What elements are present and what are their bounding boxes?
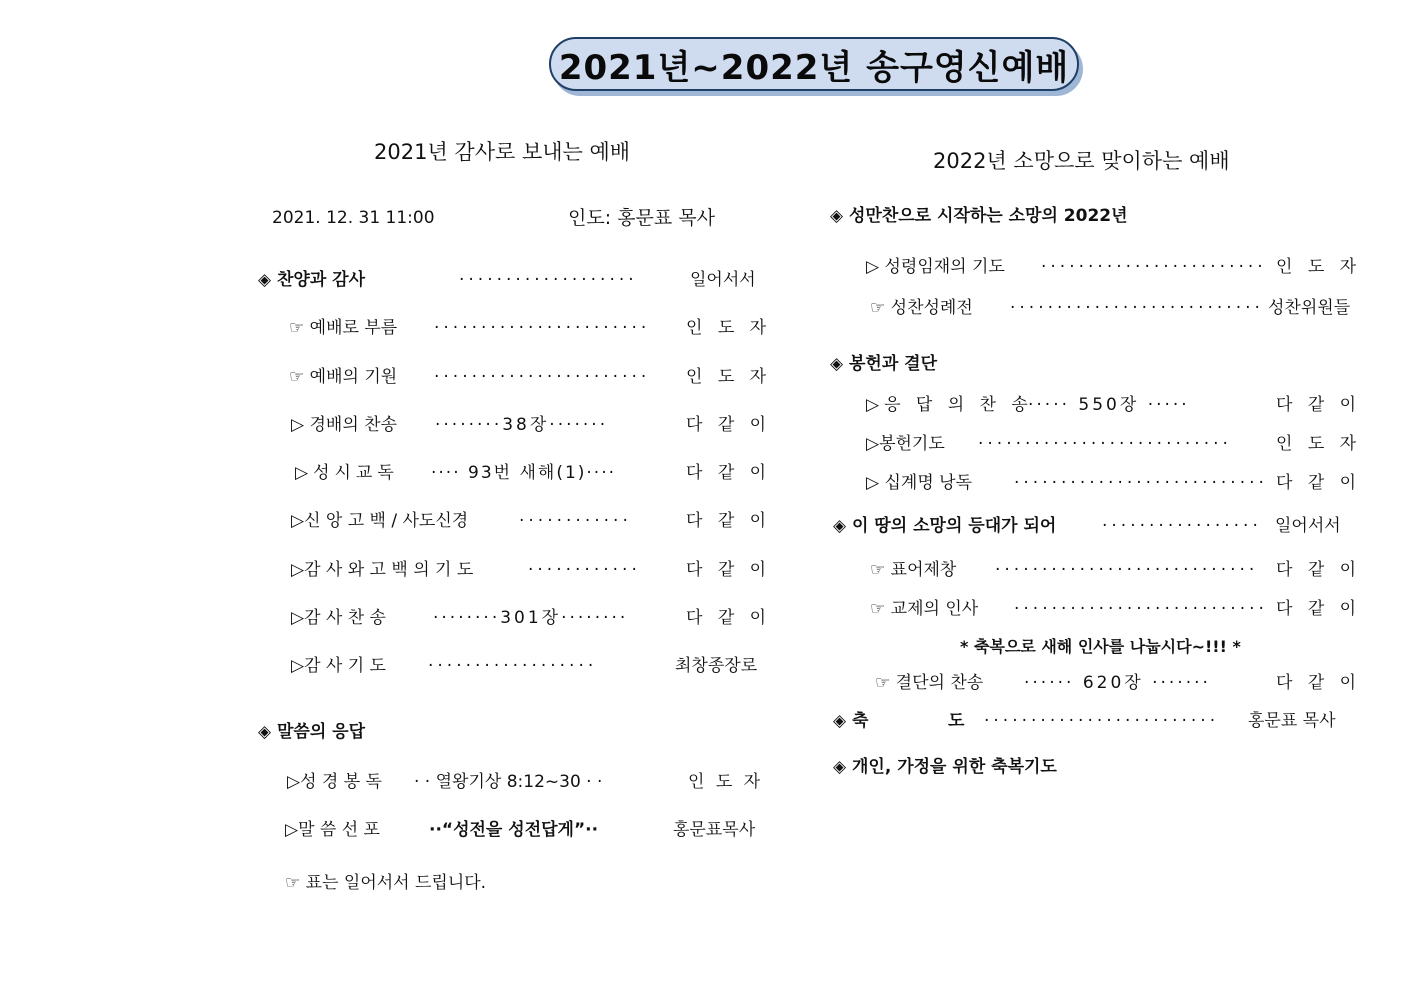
right-heading: 2022년 소망으로 맞이하는 예배 <box>933 149 1230 173</box>
order-item: ☞ 성찬성례전 <box>870 298 973 318</box>
order-item: ▷감 사 기 도 <box>291 656 386 676</box>
dots: ··················· <box>459 270 638 290</box>
section-lighthouse: ◈ 이 땅의 소망의 등대가 되어 <box>833 516 1057 536</box>
section-blessing-prayer: ◈ 개인, 가정을 위한 축복기도 <box>833 757 1057 777</box>
service-leader: 인도: 홍문표 목사 <box>568 207 715 229</box>
dots: ····· 550장 ····· <box>1028 395 1190 415</box>
role: 다 같 이 <box>1276 473 1362 493</box>
order-item: ☞ 표어제창 <box>870 560 957 580</box>
section-benediction-tail: 도 <box>948 711 965 731</box>
dots: ······················· <box>434 367 651 387</box>
order-item: ▷신 앙 고 백 / 사도신경 <box>291 511 469 531</box>
section-word: ◈ 말씀의 응답 <box>258 722 366 742</box>
dots: ········301장········ <box>433 608 629 628</box>
order-item: ▷ 십계명 낭독 <box>866 473 972 493</box>
dots: ··························· <box>978 434 1232 454</box>
dots: ···························· <box>995 560 1259 580</box>
order-item: ▷말 씀 선 포 <box>285 820 380 840</box>
dots: ··························· <box>1014 599 1268 619</box>
order-item: ☞ 결단의 찬송 <box>875 673 984 693</box>
section-communion: ◈ 성만찬으로 시작하는 소망의 2022년 <box>830 206 1128 226</box>
section-offering: ◈ 봉헌과 결단 <box>830 354 938 374</box>
role: 다 같 이 <box>686 608 772 628</box>
dots: ··························· <box>1014 473 1268 493</box>
dots: ······ 620장 ······· <box>1024 673 1211 693</box>
footnote: ☞ 표는 일어서서 드립니다. <box>285 873 487 893</box>
role: 인 도 자 <box>686 318 772 338</box>
order-item: ▷ 성령임재의 기도 <box>866 257 1005 277</box>
order-item: ▷응 답 의 찬 송 <box>866 395 1033 415</box>
role: 다 같 이 <box>1276 560 1362 580</box>
role: 다 같 이 <box>1276 395 1362 415</box>
role: 성찬위원들 <box>1268 298 1351 318</box>
role: 최창종장로 <box>675 656 758 676</box>
service-date: 2021. 12. 31 11:00 <box>272 208 435 228</box>
dots: ··························· <box>1010 298 1264 318</box>
dots: ········38장······· <box>435 415 609 435</box>
role: 인 도 자 <box>1276 257 1362 277</box>
role: 인 도 자 <box>688 772 764 792</box>
section-benediction: ◈ 축 <box>833 711 869 731</box>
role: 다 같 이 <box>686 560 772 580</box>
dots: ···· 93번 새해(1)···· <box>431 463 617 483</box>
order-item: ☞ 교제의 인사 <box>870 599 979 619</box>
title-banner <box>549 37 1079 91</box>
sermon-title: ··“성전을 성전답게”·· <box>429 820 599 840</box>
role: 인 도 자 <box>1276 434 1362 454</box>
dots: ························ <box>1041 257 1267 277</box>
dots: ············ <box>519 511 632 531</box>
greeting-note: * 축복으로 새해 인사를 나눕시다~!!! * <box>960 637 1241 656</box>
dots: ························· <box>984 711 1220 731</box>
role: 일어서서 <box>690 270 756 290</box>
order-item: ▷감 사 찬 송 <box>291 608 386 628</box>
order-item: ▷ 경배의 찬송 <box>291 415 397 435</box>
dots: ············ <box>528 560 641 580</box>
order-item: ▷봉헌기도 <box>866 434 945 454</box>
role: 다 같 이 <box>686 511 772 531</box>
dots: ·················· <box>428 656 598 676</box>
order-item: ☞ 예배의 기원 <box>289 367 398 387</box>
order-item: ▷성시교독 <box>295 463 399 483</box>
dots: ················· <box>1102 516 1262 536</box>
role: 다 같 이 <box>686 415 772 435</box>
role: 홍문표 목사 <box>1248 711 1336 731</box>
section-praise: ◈ 찬양과 감사 <box>258 270 366 290</box>
order-item: ☞ 예배로 부름 <box>289 318 398 338</box>
role: 일어서서 <box>1275 516 1341 536</box>
left-heading: 2021년 감사로 보내는 예배 <box>374 140 631 164</box>
dots: ······················· <box>434 318 651 338</box>
page-title: 2021년~2022년 송구영신예배 <box>558 47 1070 88</box>
role: 인 도 자 <box>686 367 772 387</box>
scripture: · · 열왕기상 8:12~30 · · <box>414 772 603 792</box>
role: 다 같 이 <box>686 463 772 483</box>
role: 다 같 이 <box>1276 673 1362 693</box>
role: 홍문표목사 <box>673 820 756 840</box>
order-item: ▷감 사 와 고 백 의 기 도 <box>291 560 474 580</box>
role: 다 같 이 <box>1276 599 1362 619</box>
order-item: ▷성 경 봉 독 <box>287 772 382 792</box>
